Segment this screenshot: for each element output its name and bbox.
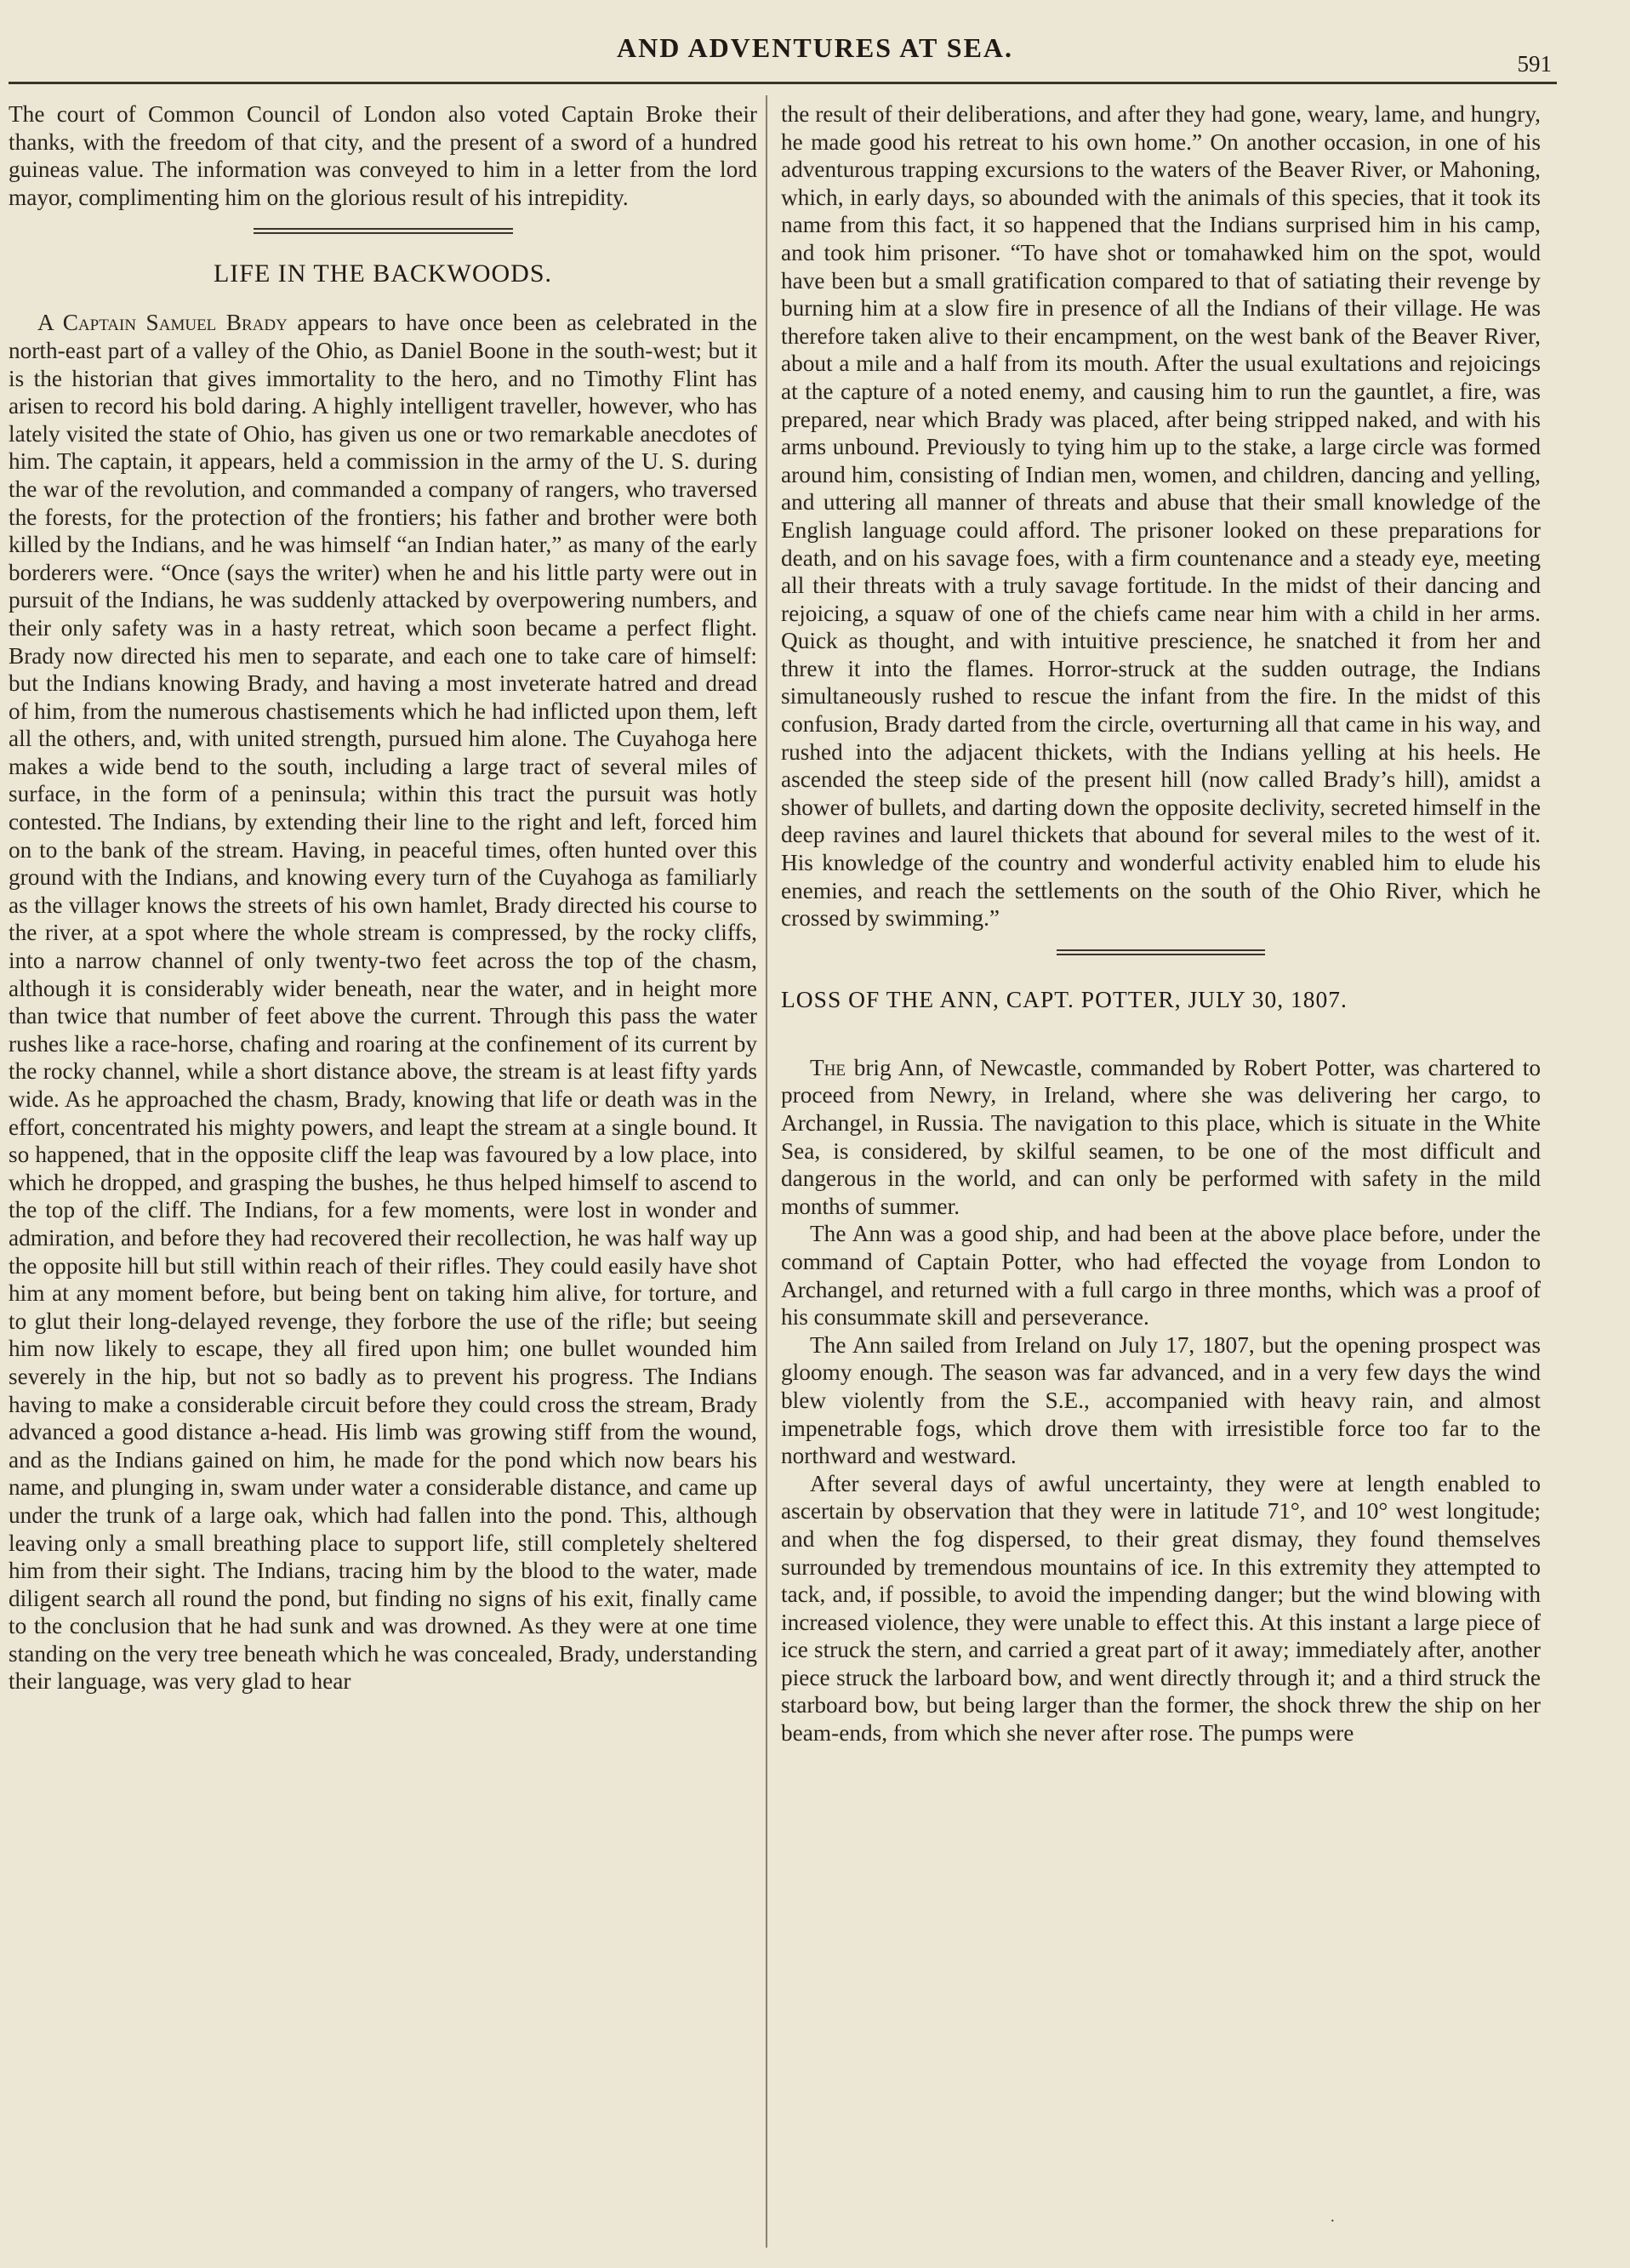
right-column (781, 100, 1541, 1747)
ann-body-1: brig Ann, of Newcastle, commanded by Robert Potter, was chartered to proceed from Newry, in Ireland, where she was delivering her cargo, to Archangel, in Russia. The navigation to this place, which is situate in the White Sea, is considered, by skilful seamen, to be one of the most difficult and dangerous in the world, and can only be performed with safety in the mild months of summer. (781, 1054, 1542, 1219)
ann-paragraph-4: After several days of awful uncertainty, they were at length enabled to ascertain by observation that they were in latitude 71°, and 10° west longitude; and when the fog dispersed, to their great dismay, they found themselves surrounded by tremendous mountains of ice. In this extremity they attempted to tack, and, if possible, to avoid the impending danger; but the wind blowing with increased violence, they were unable to effect this. At this instant a large piece of ice struck the stern, and carried a great part of it away; immediately after, another piece struck the larboard bow, and went directly through it; and a third struck the starboard bow, but being larger than the former, the shock threw the ship on her beam-ends, from which she never after rose. The pumps were (781, 1470, 1541, 1747)
backwoods-article (9, 309, 757, 1695)
intro-paragraph: The court of Common Council of London also voted Captain Broke their thanks, with the freedom of that city, and the present of a sword of a hundred guineas value. The information was conveyed to him in a letter from the lord mayor, complimenting him on the glorious result of his intrepidity. (9, 101, 757, 210)
section-separator (1057, 949, 1265, 955)
lead-word: The (810, 1054, 846, 1080)
lead-word: A Captain Samuel Brady (37, 310, 288, 336)
backwoods-continuation: the result of their deliberations, and after they had gone, weary, lame, and hungry, he made good his retreat to his own home.” On another occasion, in one of his adventurous trapping excursions to the waters of the Beaver River, or Mahoning, which, in early days, so abounded with the animals of this species, that it took its name from this fact, it so happened that the Indians surprised him in his camp, and took him prisoner. “To have shot or tomahawked him on the spot, would have been but a small gratification compared to that of satiating their revenge by burning him at a slow fire in presence of all the Indians of their village. He was therefore taken alive to their encampment, on the west bank of the Beaver River, about a mile and a half from its mouth. After the usual exultations and rejoicings at the capture of a noted enemy, and causing him to run the gauntlet, a fire, was prepared, near which Brady was placed, after being stripped naked, and with his arms unbound. Previously to tying him up to the stake, a large circle was formed around him, consisting of Indian men, women, and children, dancing and yelling, and uttering all manner of threats and abuse that their small knowledge of the English language could afford. The prisoner looked on these preparations for death, and on his savage foes, with a firm countenance and a steady eye, meeting all their threats with a truly savage fortitude. In the midst of their dancing and rejoicing, a squaw of one of the chiefs came near him with a child in her arms. Quick as thought, and with intuitive prescience, he snatched it from her and threw it into the flames. Horror-struck at the sudden outrage, the Indians simultaneously rushed to rescue the infant from the fire. In the midst of this confusion, Brady darted from the circle, overturning all that came in his way, and rushed into the adjacent thickets, with the Indians yelling at his heels. He ascended the steep side of the present hill (now called Brady’s hill), amidst a shower of bullets, and darting down the opposite declivity, secreted himself in the deep ravines and laurel thickets that abound for several miles to the west of it. His knowledge of the country and wonderful activity enabled him to elude his enemies, and reach the settlements on the south of the Ohio River, which he crossed by swimming.” (781, 101, 1541, 932)
left-column (9, 100, 757, 1695)
backwoods-body: appears to have once been as celebrated in the north-east part of a valley of the Ohio, as Daniel Boone in the south-west; but it is the historian that gives immortality to the hero, and no Timothy Flint has arisen to record his bold daring. A highly intelligent traveller, however, who has lately visited the state of Ohio, has given us one or two remarkable anecdotes of him. The captain, it appears, held a commission in the army of the U. S. during the war of the revolution, and commanded a company of rangers, who traversed the forests, for the protection of the frontiers; his father and brother were both killed by the Indians, and he was himself “an Indian hater,” as many of the early borderers were. “Once (says the writer) when he and his little party were out in pursuit of the Indians, he was suddenly attacked by overpowering numbers, and their only safety was in a hasty retreat, which soon became a perfect flight. Brady now directed his men to separate, and each one to take care of himself: but the Indians knowing Brady, and having a most inveterate hatred and dread of him, from the numerous chastisements which he had inflicted upon them, left all the others, and, with united strength, pursued him alone. The Cuyahoga here makes a wide bend to the south, including a large tract of several miles of surface, in the form of a peninsula; within this tract the pursuit was hotly contested. The Indians, by extending their line to the right and left, forced him on to the bank of the stream. Having, in peaceful times, often hunted over this ground with the Indians, and knowing every turn of the Cuyahoga as familiarly as the villager knows the streets of his own hamlet, Brady directed his course to the river, at a spot where the whole stream is compressed, by the rocky cliffs, into a narrow channel of only twenty-two feet across the top of the chasm, although it is considerably wider beneath, near the water, and in height more than twice that number of feet above the current. Through this pass the water rushes like a race-horse, chafing and roaring at the confinement of its current by the rocky channel, while a short distance above, the stream is at least fifty yards wide. As he approached the chasm, Brady, knowing that life or death was in the effort, concentrated his mighty powers, and leapt the stream at a single bound. It so happened, that in the opposite cliff the leap was favoured by a low place, into which he dropped, and grasping the bushes, he thus helped himself to ascend to the top of the cliff. The Indians, for a few moments, were lost in wonder and admiration, and before they had recovered their recollection, he was half way up the opposite hill but still within reach of their rifles. They could easily have shot him at any moment before, but being bent on taking him alive, for torture, and to glut their long-delayed revenge, they forbore the use of the rifle; but seeing him now likely to escape, they all fired upon him; one bullet wounded him severely in the hip, but not so badly as to prevent his progress. The Indians having to make a considerable circuit before they could cross the stream, Brady advanced a good distance a-head. His limb was growing stiff from the wound, and as the Indians gained on him, he made for the pond which now bears his name, and plunging in, swam under water a considerable distance, and came up under the trunk of a large oak, which had fallen into the pond. This, although leaving only a small breathing place to support life, still completely sheltered him from their sight. The Indians, tracing him by the blood to the water, made diligent search all round the pond, but finding no signs of his exit, finally came to the conclusion that he had sunk and was drowned. As they were at one time standing on the very tree beneath which he was concealed, Brady, understanding their language, was very glad to hear (9, 310, 757, 1695)
ann-paragraph-2: The Ann was a good ship, and had been at the above place before, under the command of Captain Potter, who had effected the voyage from London to Archangel, and returned with a full cargo in three months, which was a proof of his consummate skill and perseverance. (781, 1221, 1541, 1331)
header-rule (9, 82, 1557, 84)
running-title: AND ADVENTURES AT SEA. (616, 32, 1014, 63)
section-title-ann: LOSS OF THE ANN, CAPT. POTTER, JULY 30, 1807. (781, 985, 1348, 1012)
footer-mark: · (1330, 2212, 1336, 2231)
section-title-backwoods: LIFE IN THE BACKWOODS. (213, 259, 553, 288)
ann-paragraph-1 (781, 1054, 1541, 1221)
ann-paragraph-3: The Ann sailed from Ireland on July 17, 1807, but the opening prospect was gloomy enough. The season was far advanced, and in a very few days the wind blew violently from the S.E., accompanied with heavy rain, and almost impenetrable fogs, which drove them with irresistible force too far to the northward and westward. (781, 1331, 1541, 1469)
section-separator (254, 228, 513, 234)
column-divider (766, 95, 767, 2248)
page-number: 591 (1517, 51, 1552, 77)
